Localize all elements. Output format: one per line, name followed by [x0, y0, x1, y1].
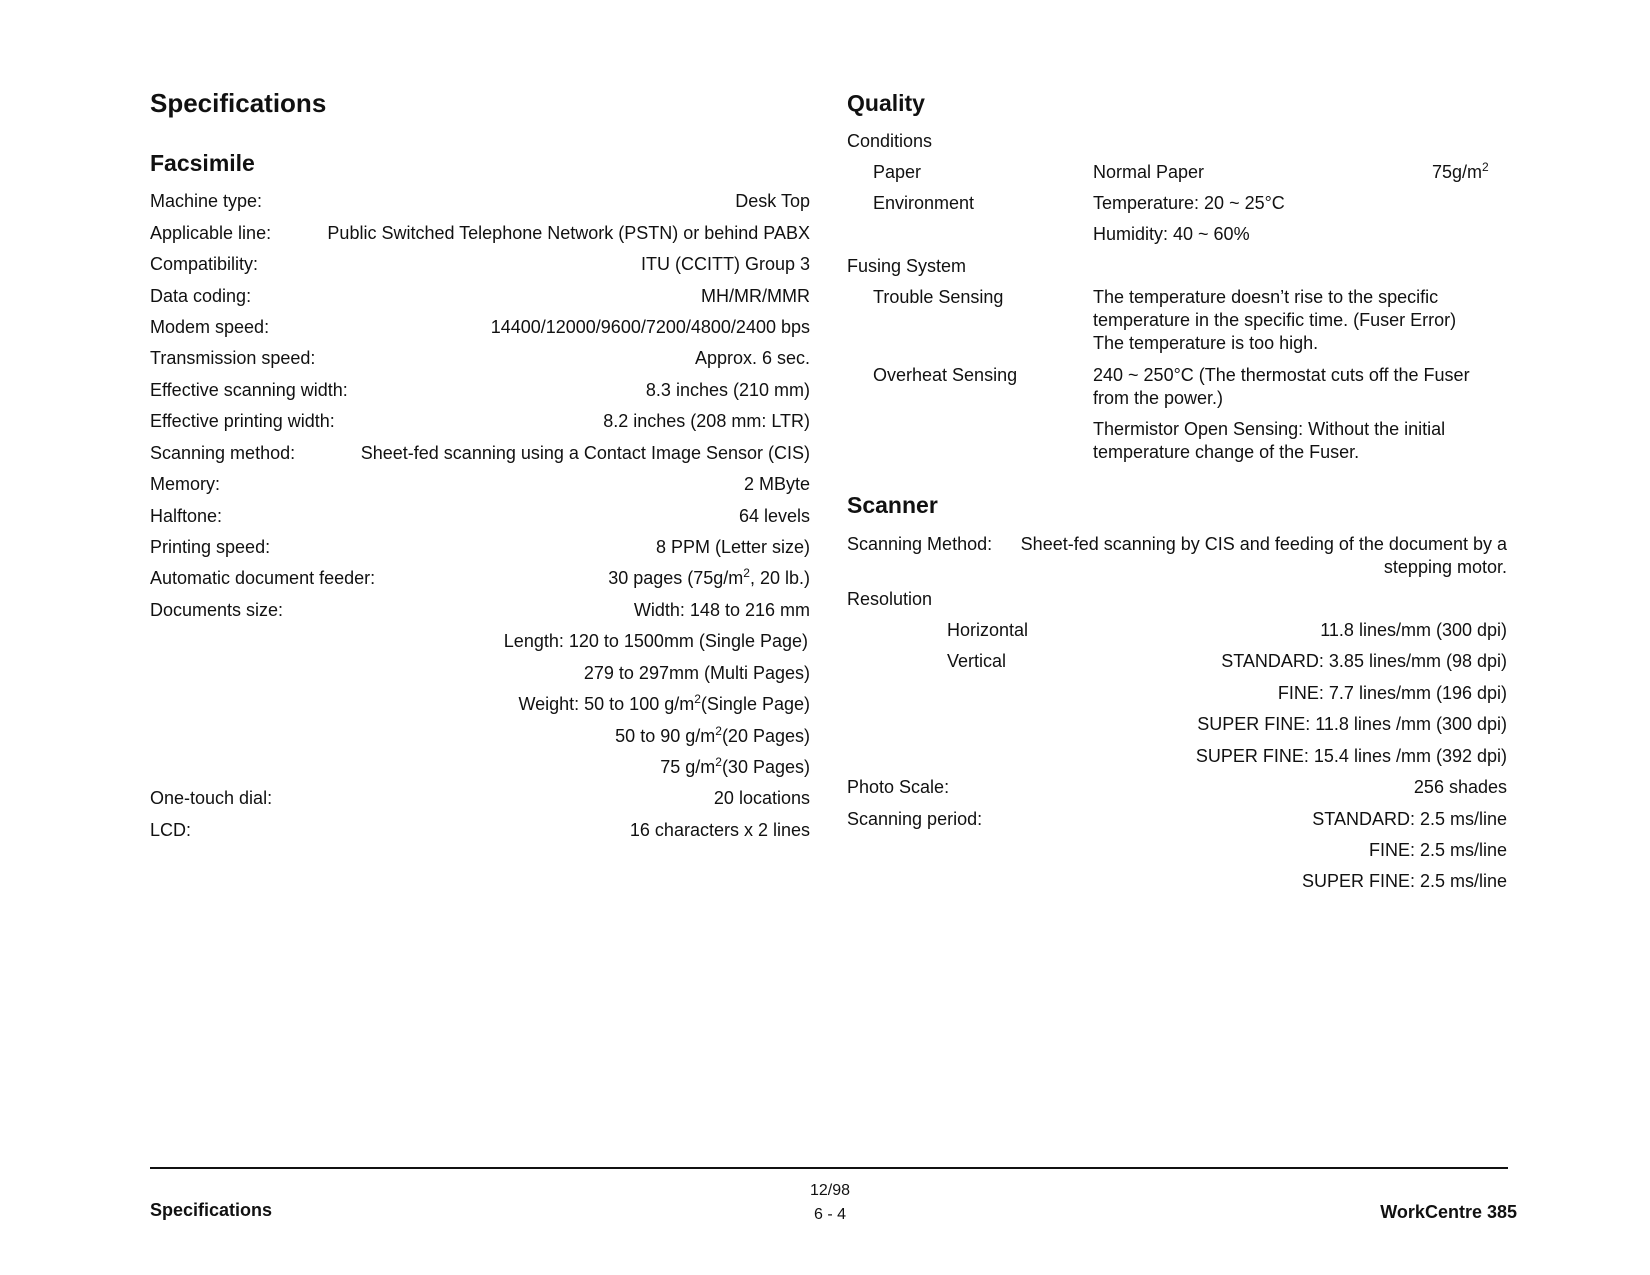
- spec-label: Transmission speed:: [150, 348, 316, 368]
- spec-value: 8.2 inches (208 mm: LTR): [603, 411, 810, 431]
- spec-value: SUPER FINE: 11.8 lines /mm (300 dpi): [1197, 714, 1507, 734]
- spec-label: Data coding:: [150, 286, 252, 306]
- spec-value: Temperature: 20 ~ 25°C: [1093, 193, 1285, 213]
- spec-value: Width: 148 to 216 mm: [633, 600, 810, 620]
- spec-value: 16 characters x 2 lines: [629, 820, 810, 840]
- spec-value: Approx. 6 sec.: [694, 348, 810, 368]
- spec-value: Humidity: 40 ~ 60%: [1093, 224, 1250, 244]
- spec-value: Normal Paper: [1093, 162, 1205, 182]
- spec-value: 64 levels: [738, 506, 810, 526]
- spec-value: $75g/m^2$: [1432, 160, 1489, 182]
- spec-label: LCD:: [150, 820, 192, 840]
- spec-value: 279 to 297mm (Multi Pages): [583, 663, 810, 683]
- quality-heading: Quality: [847, 90, 925, 116]
- spec-value: 50 to 90 $g/m^2(20$ Pages): [615, 724, 810, 746]
- fusing-label: Fusing System: [847, 256, 967, 276]
- spec-value: 8.3 inches (210 mm): [645, 380, 810, 400]
- spec-label: Photo Scale:: [847, 777, 950, 797]
- spec-label: Compatibility:: [150, 254, 259, 274]
- spec-value: Public Switched Telephone Network (PSTN) or behind PABX: [327, 223, 810, 243]
- scanner-heading: Scanner: [847, 492, 938, 518]
- spec-label: Environment: [873, 193, 975, 213]
- spec-label: Scanning Method:: [847, 534, 993, 554]
- spec-value: FINE: 7.7 lines/mm (196 dpi): [1277, 683, 1507, 703]
- spec-value: 2 MByte: [743, 474, 810, 494]
- spec-value: Desk Top: [735, 191, 810, 211]
- spec-value: STANDARD: 2.5 ms/line: [1312, 809, 1507, 829]
- spec-label: Paper: [873, 162, 922, 182]
- spec-label: Vertical: [947, 651, 1007, 671]
- spec-label: Scanning method:: [150, 443, 296, 463]
- spec-label: Overheat Sensing: [873, 365, 1018, 385]
- spec-value: Sheet-fed scanning by CIS and feeding of the document by a stepping motor.: [1020, 534, 1507, 577]
- spec-value: Weight: 50 to 100 $g/m^2(Single$ Page): [518, 692, 810, 714]
- spec-label: Scanning period:: [847, 809, 983, 829]
- spec-value: SUPER FINE: 15.4 lines /mm (392 dpi): [1195, 746, 1507, 766]
- spec-value: MH/MR/MMR: [701, 286, 810, 306]
- spec-label: Machine type:: [150, 191, 263, 211]
- resolution-label: Resolution: [847, 589, 933, 609]
- spec-value: 20 locations: [713, 788, 810, 808]
- spec-label: Effective scanning width:: [150, 380, 348, 400]
- spec-label: Modem speed:: [150, 317, 270, 337]
- footer-date: 12/98: [809, 1182, 851, 1199]
- spec-value: 240 ~ 250°C (The thermostat cuts off the Fuser from the power.): [1093, 365, 1470, 408]
- spec-label: Printing speed:: [150, 537, 271, 557]
- spec-label: One-touch dial:: [150, 788, 273, 808]
- spec-label: Documents size:: [150, 600, 284, 620]
- spec-value: 8 PPM (Letter size): [655, 537, 810, 557]
- footer-divider: [150, 1167, 1508, 1169]
- spec-label: Halftone:: [150, 506, 223, 526]
- spec-value: 75 $g/m^2(30$ Pages): [660, 755, 810, 777]
- conditions-label: Conditions: [847, 131, 933, 151]
- spec-value: Thermistor Open Sensing: Without the initial temperature change of the Fuser.: [1093, 419, 1446, 462]
- spec-value: SUPER FINE: 2.5 ms/line: [1301, 871, 1507, 891]
- spec-value: ITU (CCITT) Group 3: [640, 254, 810, 274]
- page-title: Specifications: [150, 88, 327, 118]
- spec-value: STANDARD: 3.85 lines/mm (98 dpi): [1221, 651, 1507, 671]
- spec-label: Horizontal: [947, 620, 1029, 640]
- spec-value: 30 pages ($75g/m^2$, 20 lb.): [608, 566, 810, 588]
- spec-value: 14400/12000/9600/7200/4800/2400 bps: [490, 317, 810, 337]
- spec-value: 256 shades: [1413, 777, 1507, 797]
- spec-label: Automatic document feeder:: [150, 568, 376, 588]
- spec-value: Length: 120 to 1500mm (Single Page): [503, 631, 808, 651]
- spec-label: Applicable line:: [150, 223, 272, 243]
- spec-value: FINE: 2.5 ms/line: [1368, 840, 1507, 860]
- facsimile-heading: Facsimile: [150, 150, 255, 176]
- spec-label: Effective printing width:: [150, 411, 335, 431]
- footer-product-name: WorkCentre 385: [1380, 1202, 1517, 1222]
- spec-value: 11.8 lines/mm (300 dpi): [1320, 620, 1507, 640]
- spec-label: Memory:: [150, 474, 221, 494]
- spec-value: The temperature doesn’t rise to the specific temperature in the specific time. (Fuser Error) The temperature is too high.: [1093, 287, 1457, 353]
- spec-label: Trouble Sensing: [873, 287, 1004, 307]
- footer-page-number: 6 - 4: [813, 1206, 846, 1223]
- spec-value: Sheet-fed scanning using a Contact Image Sensor (CIS): [360, 443, 810, 463]
- footer-section-title: Specifications: [150, 1200, 273, 1220]
